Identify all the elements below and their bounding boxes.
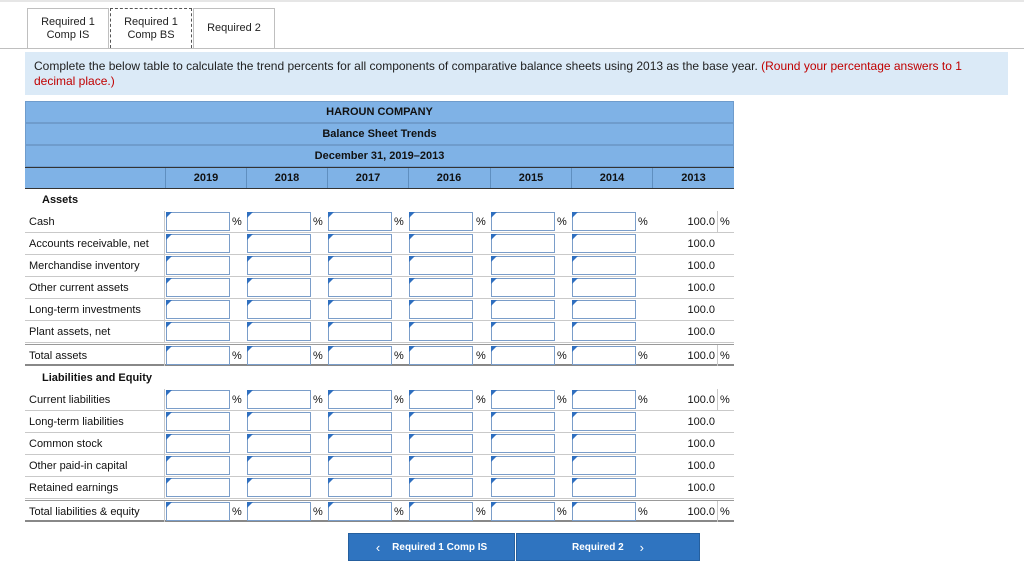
- input-marker-icon: [572, 300, 578, 306]
- balance-sheet-trends-table: [25, 101, 734, 524]
- table-row: [25, 389, 734, 411]
- trend-input[interactable]: [328, 322, 392, 341]
- input-marker-icon: [328, 300, 334, 306]
- trend-input[interactable]: [572, 300, 636, 319]
- percent-sign: %: [313, 349, 323, 362]
- percent-sign: %: [638, 349, 648, 362]
- table-row: [25, 233, 734, 255]
- prev-button-label: Required 1 Comp IS: [392, 541, 488, 553]
- trend-input[interactable]: [491, 390, 555, 409]
- table-row: [25, 211, 734, 233]
- row-label: Accounts receivable, net: [29, 237, 149, 250]
- percent-sign: %: [313, 505, 323, 518]
- trend-input[interactable]: [247, 434, 311, 453]
- row-label: Long-term investments: [29, 303, 141, 316]
- liabilities-heading: Liabilities and Equity: [42, 372, 153, 384]
- input-marker-icon: [491, 390, 497, 396]
- base-year-value: 100.0: [687, 481, 715, 494]
- tab-label-line2: Comp IS: [46, 28, 90, 41]
- percent-sign: %: [557, 505, 567, 518]
- column-divider: [164, 411, 165, 432]
- input-marker-icon: [247, 390, 253, 396]
- percent-sign: %: [638, 393, 648, 406]
- table-row: [25, 455, 734, 477]
- company-name: HAROUN COMPANY: [25, 101, 734, 123]
- row-label: Retained earnings: [29, 481, 119, 494]
- trend-input[interactable]: [409, 478, 473, 497]
- trend-input[interactable]: [247, 456, 311, 475]
- input-marker-icon: [328, 234, 334, 240]
- trend-input[interactable]: [328, 478, 392, 497]
- percent-sign: %: [232, 349, 242, 362]
- input-marker-icon: [491, 322, 497, 328]
- tab-label-line1: Required 2: [207, 22, 261, 34]
- trend-input[interactable]: [491, 478, 555, 497]
- trend-input[interactable]: [572, 278, 636, 297]
- percent-sign: %: [232, 215, 242, 228]
- chevron-left-icon: ‹: [375, 539, 381, 555]
- input-marker-icon: [409, 346, 415, 352]
- base-year-value: 100.0: [687, 215, 715, 228]
- trend-input[interactable]: [166, 256, 230, 275]
- trend-input[interactable]: [166, 300, 230, 319]
- year-header: 2018: [246, 168, 327, 188]
- input-marker-icon: [409, 478, 415, 484]
- input-marker-icon: [166, 234, 172, 240]
- input-marker-icon: [166, 478, 172, 484]
- percent-sign: %: [638, 505, 648, 518]
- row-label: Plant assets, net: [29, 325, 111, 338]
- percent-sign: %: [476, 215, 486, 228]
- trend-input[interactable]: [572, 434, 636, 453]
- input-marker-icon: [328, 346, 334, 352]
- input-marker-icon: [328, 502, 334, 508]
- input-marker-icon: [247, 300, 253, 306]
- trend-input[interactable]: [166, 434, 230, 453]
- column-divider: [717, 345, 718, 366]
- percent-sign: %: [476, 505, 486, 518]
- prev-button[interactable]: [348, 533, 515, 561]
- trend-input[interactable]: [247, 478, 311, 497]
- trend-input[interactable]: [409, 434, 473, 453]
- input-marker-icon: [409, 456, 415, 462]
- row-label: Total assets: [29, 349, 88, 362]
- trend-input[interactable]: [491, 278, 555, 297]
- input-marker-icon: [491, 256, 497, 262]
- percent-sign: %: [720, 349, 730, 362]
- percent-sign: %: [720, 215, 730, 228]
- input-marker-icon: [328, 212, 334, 218]
- input-marker-icon: [572, 478, 578, 484]
- row-label: Total liabilities & equity: [29, 505, 140, 518]
- tab-required-1-comp-is[interactable]: [27, 8, 109, 48]
- instructions-note: (Round your percentage answers to 1 decimal place.): [34, 59, 962, 88]
- year-header: 2017: [327, 168, 408, 188]
- input-marker-icon: [328, 478, 334, 484]
- trend-input[interactable]: [572, 212, 636, 231]
- input-marker-icon: [328, 256, 334, 262]
- trend-input[interactable]: [166, 278, 230, 297]
- trend-input[interactable]: [166, 212, 230, 231]
- trend-input[interactable]: [572, 502, 636, 521]
- trend-input[interactable]: [328, 256, 392, 275]
- trend-input[interactable]: [166, 234, 230, 253]
- percent-sign: %: [476, 393, 486, 406]
- input-marker-icon: [247, 212, 253, 218]
- input-marker-icon: [247, 322, 253, 328]
- trend-input[interactable]: [409, 256, 473, 275]
- trend-input[interactable]: [572, 390, 636, 409]
- table-period: December 31, 2019–2013: [25, 145, 734, 167]
- trend-input[interactable]: [247, 502, 311, 521]
- trend-input[interactable]: [491, 300, 555, 319]
- row-label: Other current assets: [29, 281, 129, 294]
- input-marker-icon: [166, 256, 172, 262]
- table-row: [25, 344, 734, 366]
- trend-input[interactable]: [328, 434, 392, 453]
- base-year-value: 100.0: [687, 325, 715, 338]
- instructions-text: Complete the below table to calculate the trend percents for all components of comparative balance sheets using 2013 as the base year.: [34, 59, 758, 73]
- percent-sign: %: [557, 215, 567, 228]
- trend-input[interactable]: [166, 456, 230, 475]
- trend-input[interactable]: [166, 390, 230, 409]
- tab-required-1-comp-bs[interactable]: [110, 8, 192, 48]
- trend-input[interactable]: [328, 234, 392, 253]
- input-marker-icon: [328, 456, 334, 462]
- table-row: [25, 433, 734, 455]
- percent-sign: %: [394, 393, 404, 406]
- trend-input[interactable]: [328, 412, 392, 431]
- trend-input[interactable]: [491, 502, 555, 521]
- trend-input[interactable]: [491, 456, 555, 475]
- input-marker-icon: [328, 434, 334, 440]
- row-label: Current liabilities: [29, 393, 111, 406]
- input-marker-icon: [247, 502, 253, 508]
- trend-input[interactable]: [328, 346, 392, 365]
- input-marker-icon: [491, 412, 497, 418]
- percent-sign: %: [394, 215, 404, 228]
- base-year-value: 100.0: [687, 259, 715, 272]
- input-marker-icon: [491, 502, 497, 508]
- input-marker-icon: [409, 412, 415, 418]
- input-marker-icon: [166, 434, 172, 440]
- base-year-value: 100.0: [687, 349, 715, 362]
- column-divider: [164, 455, 165, 476]
- input-marker-icon: [166, 502, 172, 508]
- input-marker-icon: [247, 256, 253, 262]
- input-marker-icon: [166, 390, 172, 396]
- year-header: 2013: [652, 168, 734, 188]
- trend-input[interactable]: [491, 234, 555, 253]
- top-border: [0, 0, 1024, 2]
- base-year-value: 100.0: [687, 237, 715, 250]
- percent-sign: %: [394, 505, 404, 518]
- trend-input[interactable]: [409, 390, 473, 409]
- input-marker-icon: [166, 278, 172, 284]
- trend-input[interactable]: [409, 212, 473, 231]
- tab-label-line2: Comp BS: [127, 28, 175, 41]
- input-marker-icon: [572, 390, 578, 396]
- table-subtitle: Balance Sheet Trends: [25, 123, 734, 145]
- column-divider: [164, 389, 165, 410]
- trend-input[interactable]: [572, 478, 636, 497]
- percent-sign: %: [557, 393, 567, 406]
- column-divider: [164, 299, 165, 320]
- input-marker-icon: [409, 212, 415, 218]
- trend-input[interactable]: [409, 300, 473, 319]
- table-row: [25, 477, 734, 499]
- tab-label-line1: Required 1: [41, 15, 95, 28]
- tab-label-line1: Required 1: [124, 15, 178, 28]
- input-marker-icon: [409, 434, 415, 440]
- input-marker-icon: [572, 346, 578, 352]
- input-marker-icon: [491, 456, 497, 462]
- input-marker-icon: [409, 256, 415, 262]
- trend-input[interactable]: [247, 390, 311, 409]
- input-marker-icon: [328, 278, 334, 284]
- trend-input[interactable]: [328, 300, 392, 319]
- column-divider: [164, 345, 165, 366]
- input-marker-icon: [572, 502, 578, 508]
- trend-input[interactable]: [247, 322, 311, 341]
- table-row: [25, 500, 734, 522]
- percent-sign: %: [313, 215, 323, 228]
- year-header: 2015: [490, 168, 571, 188]
- trend-input[interactable]: [247, 278, 311, 297]
- trend-input[interactable]: [491, 346, 555, 365]
- percent-sign: %: [638, 215, 648, 228]
- input-marker-icon: [572, 256, 578, 262]
- trend-input[interactable]: [166, 346, 230, 365]
- column-divider: [164, 321, 165, 342]
- percent-sign: %: [232, 393, 242, 406]
- trend-input[interactable]: [247, 256, 311, 275]
- trend-input[interactable]: [409, 346, 473, 365]
- percent-sign: %: [476, 349, 486, 362]
- table-row: [25, 411, 734, 433]
- table-row: [25, 277, 734, 299]
- trend-input[interactable]: [166, 502, 230, 521]
- base-year-value: 100.0: [687, 437, 715, 450]
- input-marker-icon: [247, 346, 253, 352]
- trend-input[interactable]: [247, 212, 311, 231]
- trend-input[interactable]: [328, 456, 392, 475]
- input-marker-icon: [491, 234, 497, 240]
- input-marker-icon: [491, 478, 497, 484]
- tab-bar: [27, 8, 276, 48]
- row-label: Common stock: [29, 437, 103, 450]
- input-marker-icon: [247, 412, 253, 418]
- input-marker-icon: [491, 278, 497, 284]
- assets-heading: Assets: [42, 194, 79, 206]
- trend-input[interactable]: [409, 234, 473, 253]
- chevron-right-icon: ›: [639, 539, 645, 555]
- trend-input[interactable]: [491, 434, 555, 453]
- input-marker-icon: [572, 212, 578, 218]
- column-divider: [164, 255, 165, 276]
- percent-sign: %: [557, 349, 567, 362]
- trend-input[interactable]: [328, 278, 392, 297]
- input-marker-icon: [491, 346, 497, 352]
- column-divider: [164, 433, 165, 454]
- trend-input[interactable]: [409, 412, 473, 431]
- tab-required-2[interactable]: [193, 8, 275, 48]
- tab-divider: [0, 48, 1024, 49]
- column-divider: [164, 277, 165, 298]
- input-marker-icon: [247, 434, 253, 440]
- trend-input[interactable]: [409, 322, 473, 341]
- trend-input[interactable]: [572, 322, 636, 341]
- input-marker-icon: [166, 322, 172, 328]
- table-row: [25, 299, 734, 321]
- input-marker-icon: [572, 412, 578, 418]
- input-marker-icon: [491, 212, 497, 218]
- next-button[interactable]: [516, 533, 700, 561]
- base-year-value: 100.0: [687, 459, 715, 472]
- percent-sign: %: [232, 505, 242, 518]
- input-marker-icon: [409, 322, 415, 328]
- trend-input[interactable]: [409, 456, 473, 475]
- base-year-value: 100.0: [687, 303, 715, 316]
- column-divider: [717, 389, 718, 410]
- base-year-value: 100.0: [687, 281, 715, 294]
- column-divider: [717, 211, 718, 232]
- trend-input[interactable]: [572, 234, 636, 253]
- percent-sign: %: [313, 393, 323, 406]
- trend-input[interactable]: [409, 278, 473, 297]
- column-divider: [164, 233, 165, 254]
- input-marker-icon: [572, 322, 578, 328]
- trend-input[interactable]: [247, 300, 311, 319]
- input-marker-icon: [166, 346, 172, 352]
- trend-input[interactable]: [491, 322, 555, 341]
- input-marker-icon: [328, 412, 334, 418]
- trend-input[interactable]: [247, 234, 311, 253]
- trend-input[interactable]: [328, 212, 392, 231]
- column-divider: [164, 477, 165, 498]
- input-marker-icon: [572, 234, 578, 240]
- base-year-value: 100.0: [687, 393, 715, 406]
- percent-sign: %: [720, 505, 730, 518]
- input-marker-icon: [166, 412, 172, 418]
- input-marker-icon: [572, 278, 578, 284]
- input-marker-icon: [409, 390, 415, 396]
- column-divider: [717, 501, 718, 522]
- row-label: Long-term liabilities: [29, 415, 124, 428]
- trend-input[interactable]: [328, 502, 392, 521]
- input-marker-icon: [572, 434, 578, 440]
- trend-input[interactable]: [572, 412, 636, 431]
- input-marker-icon: [409, 234, 415, 240]
- next-button-label: Required 2: [571, 541, 624, 553]
- year-header: 2019: [165, 168, 246, 188]
- column-divider: [164, 211, 165, 232]
- input-marker-icon: [166, 212, 172, 218]
- year-header: 2016: [408, 168, 489, 188]
- input-marker-icon: [247, 478, 253, 484]
- input-marker-icon: [409, 300, 415, 306]
- trend-input[interactable]: [247, 346, 311, 365]
- trend-input[interactable]: [166, 478, 230, 497]
- trend-input[interactable]: [491, 212, 555, 231]
- instructions-box: [25, 52, 1008, 95]
- input-marker-icon: [409, 278, 415, 284]
- input-marker-icon: [491, 300, 497, 306]
- input-marker-icon: [166, 300, 172, 306]
- table-row: [25, 255, 734, 277]
- trend-input[interactable]: [572, 256, 636, 275]
- input-marker-icon: [247, 456, 253, 462]
- input-marker-icon: [166, 456, 172, 462]
- input-marker-icon: [491, 434, 497, 440]
- input-marker-icon: [409, 502, 415, 508]
- percent-sign: %: [394, 349, 404, 362]
- table-row: [25, 321, 734, 343]
- input-marker-icon: [247, 278, 253, 284]
- base-year-value: 100.0: [687, 505, 715, 518]
- trend-input[interactable]: [572, 456, 636, 475]
- trend-input[interactable]: [572, 346, 636, 365]
- percent-sign: %: [720, 393, 730, 406]
- input-marker-icon: [247, 234, 253, 240]
- input-marker-icon: [572, 456, 578, 462]
- input-marker-icon: [328, 322, 334, 328]
- trend-input[interactable]: [328, 390, 392, 409]
- base-year-value: 100.0: [687, 415, 715, 428]
- column-divider: [164, 501, 165, 522]
- row-label: Other paid-in capital: [29, 459, 128, 472]
- row-label: Cash: [29, 215, 55, 228]
- trend-input[interactable]: [491, 412, 555, 431]
- trend-input[interactable]: [166, 412, 230, 431]
- trend-input[interactable]: [247, 412, 311, 431]
- year-header-row: [25, 167, 734, 189]
- trend-input[interactable]: [491, 256, 555, 275]
- input-marker-icon: [328, 390, 334, 396]
- trend-input[interactable]: [166, 322, 230, 341]
- trend-input[interactable]: [409, 502, 473, 521]
- row-label: Merchandise inventory: [29, 259, 140, 272]
- year-header: 2014: [571, 168, 652, 188]
